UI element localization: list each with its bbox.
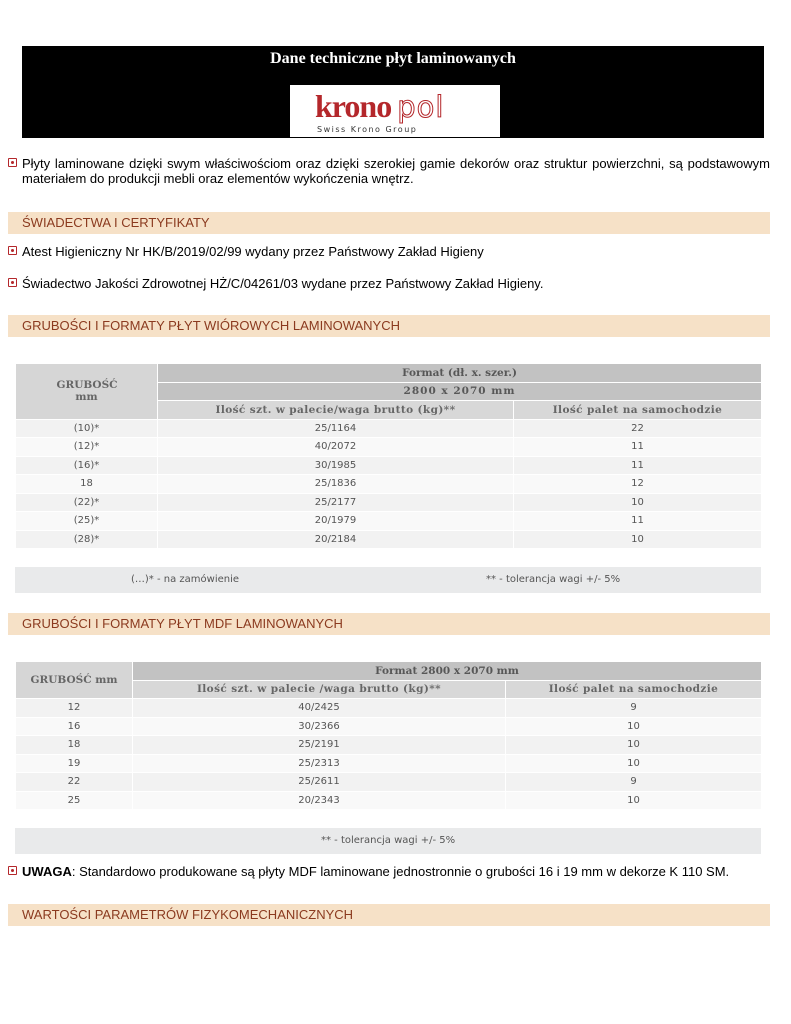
cell-qty-weight: 20/2343 xyxy=(133,792,505,810)
mdf-format-header: Format 2800 x 2070 mm xyxy=(133,662,761,680)
logo-tagline: Swiss Krono Group xyxy=(317,125,418,134)
chip-col-thickness-label: GRUBOŚĆ mm xyxy=(56,379,118,404)
section-chipboard-formats: GRUBOŚCI I FORMATY PŁYT WIÓROWYCH LAMINOWANYCH xyxy=(8,315,770,337)
cell-thickness: (25)* xyxy=(16,512,157,530)
table-row xyxy=(16,773,761,791)
section-physical-parameters: WARTOŚCI PARAMETRÓW FIZYKOMECHANICZNYCH xyxy=(8,904,770,926)
chip-format-size: 2800 x 2070 mm xyxy=(158,383,761,401)
cell-pallets: 10 xyxy=(514,494,761,512)
mdf-col-pallets: Ilość palet na samochodzie xyxy=(506,681,761,699)
table-row xyxy=(16,736,761,754)
cell-pallets: 10 xyxy=(506,718,761,736)
chip-col-qty: Ilość szt. w palecie/waga brutto (kg)** xyxy=(158,401,513,419)
chipboard-table-footnote xyxy=(15,567,761,593)
cell-thickness: (12)* xyxy=(16,438,157,456)
cell-qty-weight: 20/1979 xyxy=(158,512,513,530)
table-row xyxy=(16,420,761,438)
cell-pallets: 10 xyxy=(506,755,761,773)
cell-pallets: 10 xyxy=(506,736,761,754)
section-certificates: ŚWIADECTWA I CERTYFIKATY xyxy=(8,212,770,234)
table-row xyxy=(16,494,761,512)
warning-text xyxy=(22,864,729,879)
bullet-icon xyxy=(8,866,17,875)
kronopol-logo xyxy=(290,85,500,137)
cell-qty-weight: 40/2425 xyxy=(133,699,505,717)
cert-text: Atest Higieniczny Nr HK/B/2019/02/99 wydany przez Państwowy Zakład Higieny xyxy=(22,244,484,259)
cell-qty-weight: 30/2366 xyxy=(133,718,505,736)
table-row xyxy=(16,718,761,736)
cell-thickness: (10)* xyxy=(16,420,157,438)
cell-thickness: (28)* xyxy=(16,531,157,549)
section-mdf-formats: GRUBOŚCI I FORMATY PŁYT MDF LAMINOWANYCH xyxy=(8,613,770,635)
cell-thickness: 12 xyxy=(16,699,132,717)
cell-pallets: 12 xyxy=(514,475,761,493)
chip-col-thickness xyxy=(16,364,157,419)
cell-thickness: 19 xyxy=(16,755,132,773)
cell-pallets: 22 xyxy=(514,420,761,438)
cell-pallets: 11 xyxy=(514,438,761,456)
cell-qty-weight: 40/2072 xyxy=(158,438,513,456)
cell-qty-weight: 25/2177 xyxy=(158,494,513,512)
table-row xyxy=(16,475,761,493)
table-row xyxy=(16,699,761,717)
cell-qty-weight: 25/2611 xyxy=(133,773,505,791)
intro-text: Płyty laminowane dzięki swym właściwościom oraz dzięki szerokiej gamie dekorów oraz struktur powierzchni, są podstawowym materiałem do produkcji mebli oraz elementów wykończenia wnętrz. xyxy=(22,156,770,186)
cell-qty-weight: 25/2313 xyxy=(133,755,505,773)
cell-thickness: 18 xyxy=(16,475,157,493)
table-row xyxy=(16,531,761,549)
page-header xyxy=(22,46,764,138)
chip-col-pallets: Ilość palet na samochodzie xyxy=(514,401,761,419)
table-row xyxy=(16,755,761,773)
logo-word-krono: krono xyxy=(315,88,392,124)
table-row xyxy=(16,792,761,810)
cell-thickness: 18 xyxy=(16,736,132,754)
table-row xyxy=(16,438,761,456)
cell-thickness: (22)* xyxy=(16,494,157,512)
mdf-table xyxy=(15,661,762,810)
bullet-icon xyxy=(8,246,17,255)
logo-wordmark xyxy=(315,88,444,122)
table-row xyxy=(16,457,761,475)
warning-body: : Standardowo produkowane są płyty MDF laminowane jednostronnie o grubości 16 i 19 mm w dekorze K 110 SM. xyxy=(71,864,730,879)
cell-thickness: 16 xyxy=(16,718,132,736)
table-row xyxy=(16,512,761,530)
warning-label: UWAGA xyxy=(22,864,72,879)
cell-pallets: 9 xyxy=(506,699,761,717)
cell-thickness: (16)* xyxy=(16,457,157,475)
bullet-icon xyxy=(8,278,17,287)
page-title: Dane techniczne płyt laminowanych xyxy=(270,50,516,67)
cell-pallets: 11 xyxy=(514,512,761,530)
cell-pallets: 11 xyxy=(514,457,761,475)
chipboard-table xyxy=(15,363,762,549)
bullet-icon xyxy=(8,158,17,167)
cell-thickness: 22 xyxy=(16,773,132,791)
chip-format-header: Format (dł. x. szer.) xyxy=(158,364,761,382)
cert-text: Świadectwo Jakości Zdrowotnej HŻ/C/04261/03 wydane przez Państwowy Zakład Higieny. xyxy=(22,276,544,291)
cell-qty-weight: 25/1836 xyxy=(158,475,513,493)
mdf-table-footnote xyxy=(15,828,761,854)
mdf-col-qty: Ilość szt. w palecie /waga brutto (kg)** xyxy=(133,681,505,699)
mdf-col-thickness: GRUBOŚĆ mm xyxy=(16,662,132,698)
cell-pallets: 9 xyxy=(506,773,761,791)
cell-thickness: 25 xyxy=(16,792,132,810)
cell-qty-weight: 25/1164 xyxy=(158,420,513,438)
cell-pallets: 10 xyxy=(514,531,761,549)
footnote-on-order: (…)* - na zamówienie xyxy=(131,574,240,585)
footnote-weight-tolerance: ** - tolerancja wagi +/- 5% xyxy=(321,835,456,846)
cell-qty-weight: 30/1985 xyxy=(158,457,513,475)
cell-qty-weight: 20/2184 xyxy=(158,531,513,549)
cell-qty-weight: 25/2191 xyxy=(133,736,505,754)
cell-pallets: 10 xyxy=(506,792,761,810)
footnote-weight-tolerance: ** - tolerancja wagi +/- 5% xyxy=(486,574,621,585)
logo-word-pol: pol xyxy=(397,90,445,124)
